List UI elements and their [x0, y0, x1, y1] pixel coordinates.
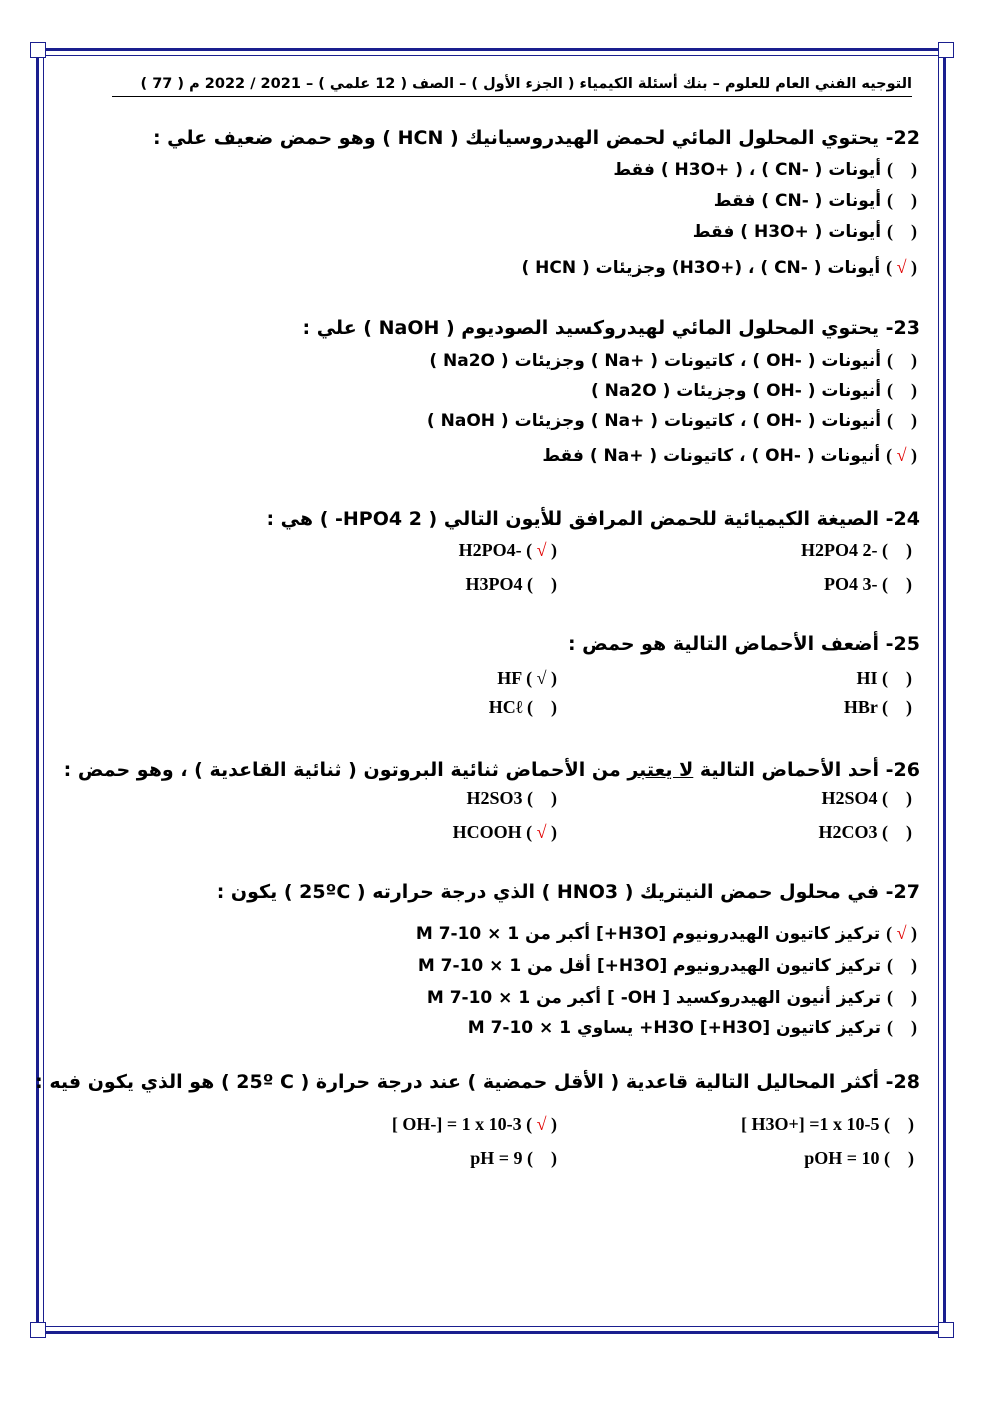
- option-text: H2PO4-: [458, 540, 522, 560]
- option-d[interactable]: HCOOH ( √ ): [452, 822, 557, 842]
- option-text: H2SO4: [821, 788, 878, 808]
- option-text: [ OH-] = 1 x 10-3: [391, 1114, 522, 1134]
- option-d[interactable]: HCℓ ( ): [488, 697, 557, 717]
- question-27: [217, 878, 920, 906]
- option-a[interactable]: [ H3O+] =1 x 10-5 ( ): [741, 1114, 914, 1134]
- option-b[interactable]: H2SO3 ( ): [466, 788, 557, 808]
- option-c[interactable]: PO4 3- ( ): [824, 574, 912, 594]
- option-text: تركيز كاتيون الهيدرونيوم [H3O+] أكبر من 1 × 10-7 M: [415, 924, 881, 944]
- corner-ornament: [938, 42, 954, 58]
- option-text: H2PO4 2-: [801, 540, 878, 560]
- title-underlined: لا يعتبر: [627, 759, 694, 781]
- question-title: 25- أضعف الأحماض التالية هو حمض :: [567, 633, 920, 655]
- option-text: تركيز كاتيون الهيدرونيوم [H3O+] أقل من 1 × 10-7 M: [417, 956, 882, 976]
- option-text: HI: [856, 668, 878, 688]
- question-22: [153, 124, 920, 152]
- check-mark-icon: √: [896, 257, 907, 277]
- option-text: أيونات ( -CN ) فقط: [713, 191, 882, 211]
- option-text: أيونات ( -CN ) ، (+H3O) وجزيئات ( HCN ): [521, 258, 881, 278]
- check-mark-icon: √: [536, 540, 547, 560]
- option-b[interactable]: HF ( √ ): [497, 668, 557, 688]
- corner-ornament: [30, 42, 46, 58]
- question-24: [266, 505, 920, 533]
- option-d[interactable]: H3PO4 ( ): [465, 574, 557, 594]
- check-mark-icon: √: [536, 668, 547, 688]
- title-part: من الأحماض ثنائية البروتون ( ثنائية القاعدية ) ، وهو حمض :: [63, 759, 628, 781]
- option[interactable]: ( ) أنيونات ( -OH ) ، كاتيونات ( +Na ) وجزيئات ( NaOH ): [426, 410, 917, 431]
- option-text: H3PO4: [465, 574, 523, 594]
- option-text: تركيز كاتيون [H3O+] H3O+ يساوي 1 × 10-7 M: [467, 1018, 882, 1038]
- option-text: HBr: [843, 697, 878, 717]
- option-text: H2SO3: [466, 788, 523, 808]
- option-c[interactable]: H2CO3 ( ): [818, 822, 912, 842]
- corner-ornament: [938, 1322, 954, 1338]
- option-text: PO4 3-: [824, 574, 878, 594]
- option[interactable]: ( ) تركيز كاتيون [H3O+] H3O+ يساوي 1 × 10-7 M: [467, 1017, 917, 1038]
- option-text: أيونات ( -CN ) ، ( +H3O ) فقط: [613, 160, 882, 180]
- question-title: 24- الصيغة الكيميائية للحمض المرافق للأيون التالي ( HPO4 2- ) هي :: [266, 508, 920, 530]
- question-title: 27- في محلول حمض النيتريك ( HNO3 ) الذي درجة حرارته ( 25ºC ) يكون :: [216, 881, 920, 903]
- option-text: أيونات ( +H3O ) فقط: [692, 222, 882, 242]
- question-title: 23- يحتوي المحلول المائي لهيدروكسيد الصوديوم ( NaOH ) علي :: [302, 317, 920, 339]
- question-26: [64, 756, 920, 784]
- option[interactable]: ( ) أنيونات ( -OH ) وجزيئات ( Na2O ): [590, 380, 917, 401]
- option-text: pH = 9: [470, 1148, 523, 1168]
- option-a[interactable]: HI ( ): [856, 668, 912, 688]
- option-text: تركيز أنيون الهيدروكسيد [ OH- ] أكبر من 1 × 10-7 M: [426, 988, 882, 1008]
- option-text: أنيونات ( -OH ) ، كاتيونات ( +Na ) وجزيئات ( NaOH ): [426, 411, 882, 431]
- option-text: H2CO3: [818, 822, 878, 842]
- option[interactable]: ( ) أيونات ( -CN ) فقط: [713, 190, 917, 211]
- question-23: [303, 314, 921, 342]
- option-text: أنيونات ( -OH ) وجزيئات ( Na2O ): [590, 381, 882, 401]
- question-title: [64, 756, 920, 784]
- option-text: أنيونات ( -OH ) ، كاتيونات ( +Na ) وجزيئات ( Na2O ): [429, 351, 882, 371]
- option-text: HF: [497, 668, 522, 688]
- option[interactable]: ( √ ) أيونات ( -CN ) ، (+H3O) وجزيئات ( HCN ): [521, 257, 917, 278]
- option[interactable]: ( ) تركيز كاتيون الهيدرونيوم [H3O+] أقل من 1 × 10-7 M: [417, 955, 917, 976]
- option-d[interactable]: pH = 9 ( ): [470, 1148, 557, 1168]
- option-text: HCℓ: [488, 697, 523, 717]
- title-part: 26- أحد الأحماض التالية: [693, 759, 920, 781]
- option-c[interactable]: pOH = 10 ( ): [804, 1148, 914, 1168]
- option[interactable]: ( ) أنيونات ( -OH ) ، كاتيونات ( +Na ) وجزيئات ( Na2O ): [429, 350, 917, 371]
- option[interactable]: ( ) أيونات ( -CN ) ، ( +H3O ) فقط: [613, 159, 917, 180]
- option[interactable]: ( ) أيونات ( +H3O ) فقط: [692, 221, 917, 242]
- option-text: HCOOH: [452, 822, 522, 842]
- option-a[interactable]: H2SO4 ( ): [821, 788, 912, 808]
- option[interactable]: ( √ ) تركيز كاتيون الهيدرونيوم [H3O+] أكبر من 1 × 10-7 M: [415, 923, 917, 944]
- check-mark-icon: √: [896, 445, 907, 465]
- option-text: [ H3O+] =1 x 10-5: [741, 1114, 880, 1134]
- option[interactable]: ( √ ) أنيونات ( -OH ) ، كاتيونات ( +Na ) فقط: [542, 445, 917, 466]
- question-28: [35, 1068, 920, 1096]
- option-text: pOH = 10: [804, 1148, 880, 1168]
- option-b[interactable]: H2PO4- ( √ ): [458, 540, 557, 560]
- option-c[interactable]: HBr ( ): [843, 697, 912, 717]
- question-title: 28- أكثر المحاليل التالية قاعدية ( الأقل حمضية ) عند درجة حرارة ( 25º C ) هو الذي يكون فيه :: [35, 1071, 920, 1093]
- question-title: 22- يحتوي المحلول المائي لحمض الهيدروسيانيك ( HCN ) وهو حمض ضعيف علي :: [152, 127, 920, 149]
- option-b[interactable]: [ OH-] = 1 x 10-3 ( √ ): [391, 1114, 557, 1134]
- option-a[interactable]: H2PO4 2- ( ): [801, 540, 912, 560]
- corner-ornament: [30, 1322, 46, 1338]
- check-mark-icon: √: [896, 923, 907, 943]
- page-header: التوجيه الفني العام للعلوم – بنك أسئلة الكيمياء ( الجزء الأول ) – الصف ( 12 علمي ) – 2021 / 2022 م ( 77 ): [112, 74, 912, 97]
- option-text: أنيونات ( -OH ) ، كاتيونات ( +Na ) فقط: [542, 446, 881, 466]
- check-mark-icon: √: [536, 1114, 547, 1134]
- check-mark-icon: √: [536, 822, 547, 842]
- question-25: [568, 630, 920, 658]
- option[interactable]: ( ) تركيز أنيون الهيدروكسيد [ OH- ] أكبر من 1 × 10-7 M: [426, 987, 917, 1008]
